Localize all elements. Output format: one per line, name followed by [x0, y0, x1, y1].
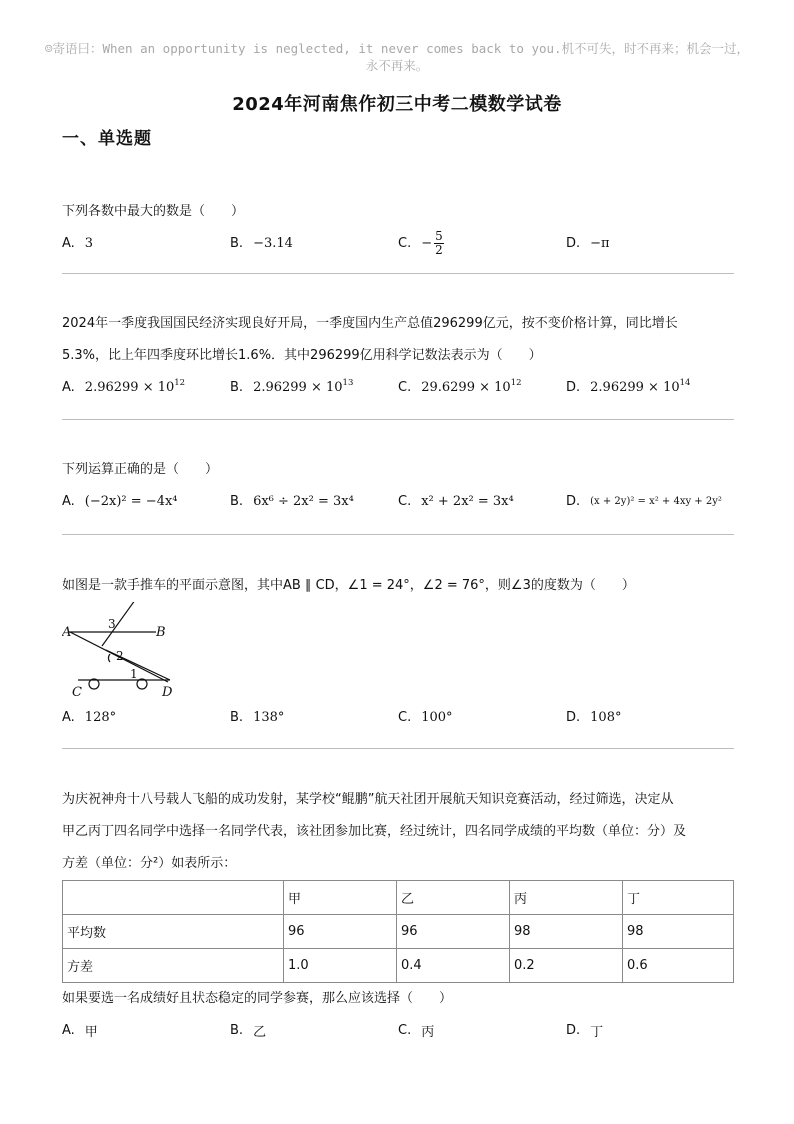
page-title: 2024年河南焦作初三中考二模数学试卷 [232, 94, 562, 115]
option-math [253, 377, 354, 395]
table-cell: 96 [397, 915, 510, 949]
option-math [84, 377, 186, 395]
option-b[interactable] [230, 1021, 398, 1040]
angle-1-label: 1 [130, 667, 138, 681]
angle-3-label: 3 [108, 617, 116, 631]
table-header-cell: 丁 [623, 881, 734, 915]
option-text: 丁 [590, 1024, 604, 1040]
section-heading: 一、单选题 [62, 129, 152, 149]
option-label: A. [62, 235, 75, 251]
question-stem-line: 2024年一季度我国国民经济实现良好开局，一季度国内生产总值296299亿元，按不变价格计算，同比增长 [62, 316, 678, 331]
option-c[interactable] [398, 710, 566, 725]
table-header-row [63, 881, 734, 915]
option-d[interactable] [566, 494, 734, 509]
table-cell: 平均数 [63, 915, 284, 949]
question-stem-line: 甲乙丙丁四名同学中选择一名同学代表，该社团参加比赛，经过统计，四名同学成绩的平均数（单位：分）及 [62, 824, 687, 839]
option-a[interactable] [62, 494, 230, 509]
option-label: A. [62, 1022, 75, 1038]
option-label: B. [230, 379, 244, 395]
question-1 [62, 196, 734, 258]
option-label: D. [566, 235, 581, 251]
question-4 [62, 570, 734, 732]
option-math: x² + 2x² = 3x⁴ [421, 493, 514, 509]
question-divider [62, 748, 734, 749]
cart-figure [62, 602, 192, 702]
options-row [62, 372, 734, 402]
fraction [434, 230, 444, 257]
table-row [63, 915, 734, 949]
table-cell: 0.6 [623, 949, 734, 983]
option-a[interactable] [62, 710, 230, 725]
table-header-cell: 丙 [510, 881, 623, 915]
header-note: ☺寄语曰：When an opportunity is neglected, it never comes back to you.机不可失，时不再来；机会一过，永不再来。 [44, 41, 750, 73]
option-math: − [421, 235, 433, 251]
angle-2-label: 2 [116, 649, 124, 663]
option-math: 3 [84, 235, 94, 251]
option-math: −π [590, 235, 610, 251]
question-stem: 如图是一款手推车的平面示意图，其中AB ∥ CD，∠1 = 24°，∠2 = 76°，则∠3的度数为（ ） [62, 578, 635, 593]
point-a-label: A [62, 625, 72, 640]
fraction-numerator: 5 [435, 228, 443, 243]
option-label: C. [398, 1022, 412, 1038]
math-base: 2.96299 × 10 [84, 379, 175, 395]
question-stem-line: 为庆祝神舟十八号载人飞船的成功发射，某学校“鲲鹏”航天社团开展航天知识竞赛活动，经过筛选，决定从 [62, 792, 674, 807]
table-cell: 98 [510, 915, 623, 949]
option-text: 丙 [421, 1024, 435, 1040]
option-label: B. [230, 493, 244, 509]
table-cell: 方差 [63, 949, 284, 983]
option-math: (−2x)² = −4x⁴ [84, 493, 178, 509]
option-b[interactable] [230, 710, 398, 725]
option-d[interactable] [566, 236, 734, 251]
option-label: B. [230, 235, 244, 251]
table-cell: 1.0 [284, 949, 397, 983]
option-label: A. [62, 379, 75, 395]
math-exponent: 12 [510, 377, 522, 388]
math-base: 29.6299 × 10 [421, 379, 511, 395]
point-b-label: B [156, 625, 166, 640]
table-cell: 0.2 [510, 949, 623, 983]
point-d-label: D [162, 685, 173, 700]
score-table [62, 880, 734, 983]
option-label: D. [566, 1022, 581, 1038]
option-c[interactable] [398, 230, 566, 257]
table-header-cell: 乙 [397, 881, 510, 915]
math-base: 2.96299 × 10 [590, 379, 680, 395]
option-math: 138° [253, 709, 285, 725]
option-label: C. [398, 235, 412, 251]
option-math: 6x⁶ ÷ 2x² = 3x⁴ [253, 493, 354, 509]
option-math [590, 377, 691, 395]
option-b[interactable] [230, 377, 398, 395]
option-a[interactable] [62, 236, 230, 251]
table-header-cell: 甲 [284, 881, 397, 915]
option-a[interactable] [62, 377, 230, 395]
option-math [421, 377, 522, 395]
option-c[interactable] [398, 1021, 566, 1040]
question-divider [62, 534, 734, 535]
option-b[interactable] [230, 236, 398, 251]
math-base: 2.96299 × 10 [253, 379, 343, 395]
option-label: B. [230, 709, 244, 725]
table-header-cell [63, 881, 284, 915]
option-math: −3.14 [253, 235, 293, 251]
option-c[interactable] [398, 377, 566, 395]
angle-arc-2 [108, 654, 110, 662]
table-row [63, 949, 734, 983]
option-math: 108° [590, 709, 622, 725]
option-label: D. [566, 709, 581, 725]
question-stem-line: 方差（单位：分²）如表所示： [62, 856, 237, 871]
table-cell: 98 [623, 915, 734, 949]
fraction-denominator: 2 [435, 242, 443, 257]
question-stem: 下列运算正确的是（ ） [62, 462, 219, 477]
option-c[interactable] [398, 494, 566, 509]
question-stem-line: 5.3%，比上年四季度环比增长1.6%．其中296299亿用科学记数法表示为（ ） [62, 348, 542, 363]
option-label: D. [566, 493, 581, 509]
option-d[interactable] [566, 1021, 734, 1040]
option-label: C. [398, 709, 412, 725]
option-label: C. [398, 493, 412, 509]
question-divider [62, 419, 734, 420]
option-math: (x + 2y)² = x² + 4xy + 2y² [590, 495, 722, 507]
option-math: 100° [421, 709, 453, 725]
question-3 [62, 454, 734, 516]
point-c-label: C [72, 685, 82, 700]
options-row [62, 1015, 734, 1045]
question-stem: 下列各数中最大的数是（ ） [62, 204, 245, 219]
option-label: B. [230, 1022, 244, 1038]
option-text: 甲 [84, 1024, 98, 1040]
table-cell: 96 [284, 915, 397, 949]
options-row [62, 702, 734, 732]
math-exponent: 12 [174, 377, 186, 388]
option-d[interactable] [566, 377, 734, 395]
option-text: 乙 [253, 1024, 267, 1040]
question-5 [62, 784, 734, 1045]
option-d[interactable] [566, 710, 734, 725]
option-a[interactable] [62, 1021, 230, 1040]
question-2 [62, 308, 734, 402]
math-exponent: 14 [679, 377, 691, 388]
options-row [62, 228, 734, 258]
question-prompt: 如果要选一名成绩好且状态稳定的同学参赛，那么应该选择（ ） [62, 991, 453, 1006]
option-label: C. [398, 379, 412, 395]
options-row [62, 486, 734, 516]
question-divider [62, 273, 734, 274]
option-label: D. [566, 379, 581, 395]
option-b[interactable] [230, 494, 398, 509]
math-exponent: 13 [342, 377, 354, 388]
option-label: A. [62, 493, 75, 509]
table-cell: 0.4 [397, 949, 510, 983]
option-math: 128° [84, 709, 117, 725]
option-label: A. [62, 709, 75, 725]
